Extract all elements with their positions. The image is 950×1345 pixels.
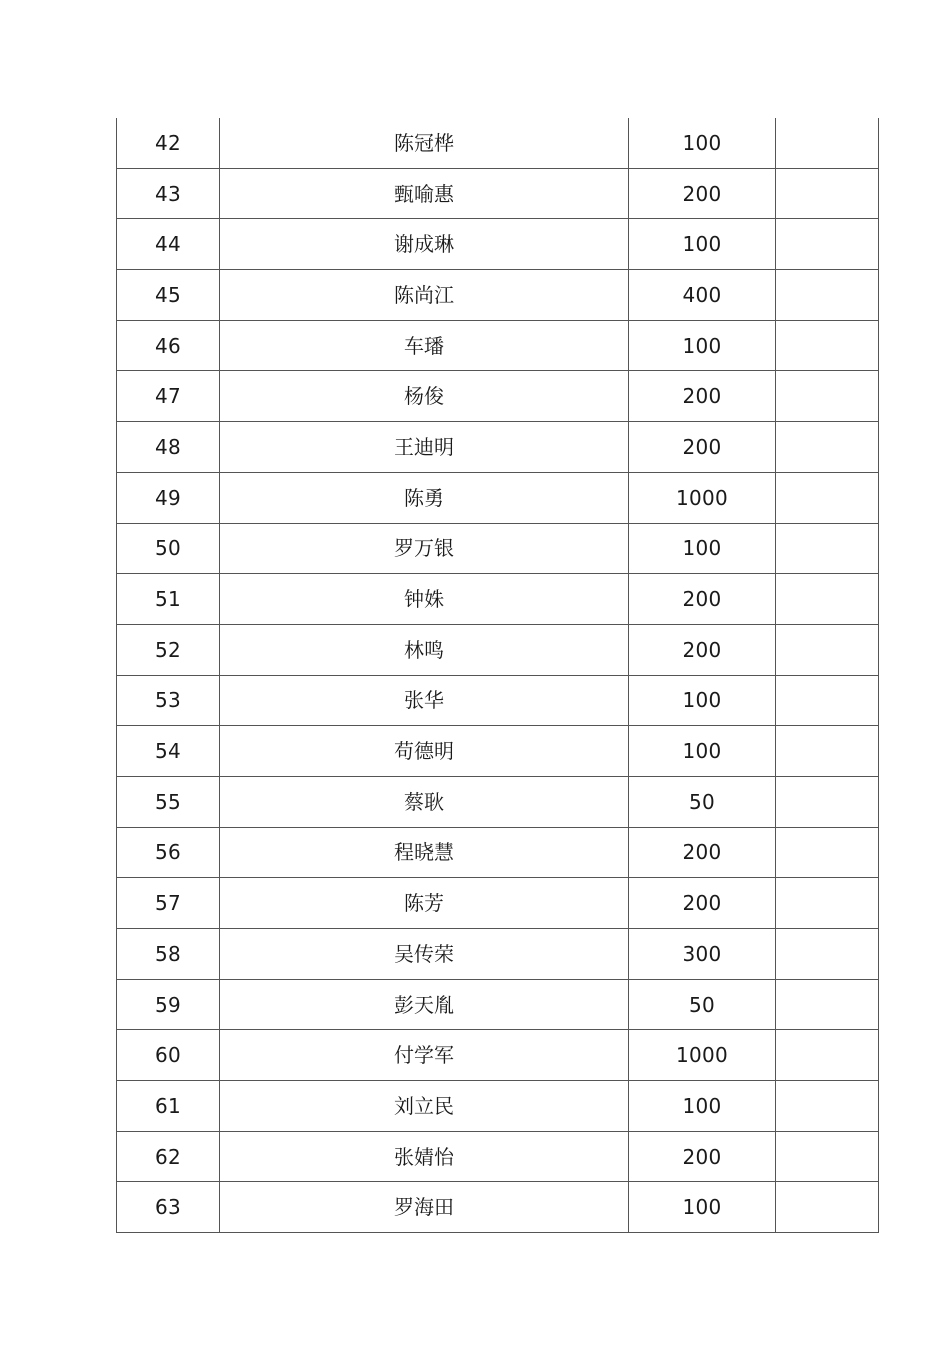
row-amount-cell: 100: [629, 118, 776, 168]
table-body: [117, 118, 879, 1233]
row-name-cell: 车璠: [220, 320, 629, 371]
table-row: [117, 776, 879, 827]
row-amount-cell: 400: [629, 270, 776, 321]
row-name-cell: 钟姝: [220, 574, 629, 625]
row-index-cell: 62: [117, 1131, 220, 1182]
row-note-cell: [776, 1182, 879, 1233]
table-row: [117, 523, 879, 574]
row-note-cell: [776, 219, 879, 270]
table-row: [117, 1131, 879, 1182]
row-note-cell: [776, 422, 879, 473]
table-row: [117, 624, 879, 675]
row-index-cell: 63: [117, 1182, 220, 1233]
row-name-cell: 程晓慧: [220, 827, 629, 878]
row-name-cell: 张婧怡: [220, 1131, 629, 1182]
row-index-cell: 55: [117, 776, 220, 827]
row-note-cell: [776, 726, 879, 777]
table-row: [117, 371, 879, 422]
row-amount-cell: 200: [629, 624, 776, 675]
table-row: [117, 168, 879, 219]
row-name-cell: 张华: [220, 675, 629, 726]
row-index-cell: 50: [117, 523, 220, 574]
row-amount-cell: 200: [629, 371, 776, 422]
row-name-cell: 苟德明: [220, 726, 629, 777]
row-index-cell: 43: [117, 168, 220, 219]
row-amount-cell: 100: [629, 1182, 776, 1233]
row-amount-cell: 1000: [629, 1030, 776, 1081]
row-note-cell: [776, 118, 879, 168]
row-index-cell: 59: [117, 979, 220, 1030]
table-row: [117, 1030, 879, 1081]
table-row: [117, 827, 879, 878]
row-amount-cell: 200: [629, 878, 776, 929]
row-name-cell: 陈芳: [220, 878, 629, 929]
row-index-cell: 45: [117, 270, 220, 321]
row-index-cell: 42: [117, 118, 220, 168]
row-name-cell: 罗海田: [220, 1182, 629, 1233]
table-row: [117, 118, 879, 168]
table-row: [117, 472, 879, 523]
table-row: [117, 422, 879, 473]
table-row: [117, 929, 879, 980]
row-amount-cell: 50: [629, 776, 776, 827]
row-index-cell: 54: [117, 726, 220, 777]
row-amount-cell: 200: [629, 827, 776, 878]
row-amount-cell: 300: [629, 929, 776, 980]
row-note-cell: [776, 878, 879, 929]
row-index-cell: 46: [117, 320, 220, 371]
table-row: [117, 878, 879, 929]
row-note-cell: [776, 675, 879, 726]
table-row: [117, 320, 879, 371]
row-note-cell: [776, 270, 879, 321]
row-name-cell: 甄喻惠: [220, 168, 629, 219]
row-note-cell: [776, 979, 879, 1030]
row-note-cell: [776, 472, 879, 523]
row-amount-cell: 200: [629, 422, 776, 473]
row-index-cell: 44: [117, 219, 220, 270]
row-note-cell: [776, 320, 879, 371]
row-amount-cell: 200: [629, 574, 776, 625]
row-name-cell: 罗万银: [220, 523, 629, 574]
row-name-cell: 陈勇: [220, 472, 629, 523]
row-amount-cell: 100: [629, 1081, 776, 1132]
row-name-cell: 刘立民: [220, 1081, 629, 1132]
row-index-cell: 53: [117, 675, 220, 726]
table-row: [117, 219, 879, 270]
row-amount-cell: 200: [629, 168, 776, 219]
table-row: [117, 574, 879, 625]
row-name-cell: 陈冠桦: [220, 118, 629, 168]
row-index-cell: 56: [117, 827, 220, 878]
row-amount-cell: 100: [629, 219, 776, 270]
row-index-cell: 51: [117, 574, 220, 625]
donation-table: [116, 118, 879, 1233]
table-row: [117, 675, 879, 726]
row-name-cell: 付学军: [220, 1030, 629, 1081]
row-amount-cell: 100: [629, 523, 776, 574]
row-note-cell: [776, 1081, 879, 1132]
row-amount-cell: 50: [629, 979, 776, 1030]
row-index-cell: 52: [117, 624, 220, 675]
row-index-cell: 61: [117, 1081, 220, 1132]
row-note-cell: [776, 523, 879, 574]
row-amount-cell: 100: [629, 675, 776, 726]
row-index-cell: 47: [117, 371, 220, 422]
row-amount-cell: 1000: [629, 472, 776, 523]
row-note-cell: [776, 1030, 879, 1081]
table-row: [117, 726, 879, 777]
row-note-cell: [776, 827, 879, 878]
row-note-cell: [776, 168, 879, 219]
row-note-cell: [776, 929, 879, 980]
row-name-cell: 蔡耿: [220, 776, 629, 827]
row-index-cell: 58: [117, 929, 220, 980]
row-name-cell: 吴传荣: [220, 929, 629, 980]
row-name-cell: 陈尚江: [220, 270, 629, 321]
table-row: [117, 1182, 879, 1233]
table-row: [117, 1081, 879, 1132]
row-amount-cell: 100: [629, 320, 776, 371]
row-note-cell: [776, 624, 879, 675]
row-name-cell: 谢成琳: [220, 219, 629, 270]
row-index-cell: 49: [117, 472, 220, 523]
row-index-cell: 57: [117, 878, 220, 929]
table-row: [117, 979, 879, 1030]
row-amount-cell: 200: [629, 1131, 776, 1182]
donation-table-container: [116, 118, 878, 1233]
table-row: [117, 270, 879, 321]
row-name-cell: 王迪明: [220, 422, 629, 473]
row-amount-cell: 100: [629, 726, 776, 777]
row-index-cell: 60: [117, 1030, 220, 1081]
row-name-cell: 林鸣: [220, 624, 629, 675]
row-index-cell: 48: [117, 422, 220, 473]
row-name-cell: 杨俊: [220, 371, 629, 422]
row-name-cell: 彭天胤: [220, 979, 629, 1030]
row-note-cell: [776, 1131, 879, 1182]
row-note-cell: [776, 574, 879, 625]
row-note-cell: [776, 776, 879, 827]
row-note-cell: [776, 371, 879, 422]
